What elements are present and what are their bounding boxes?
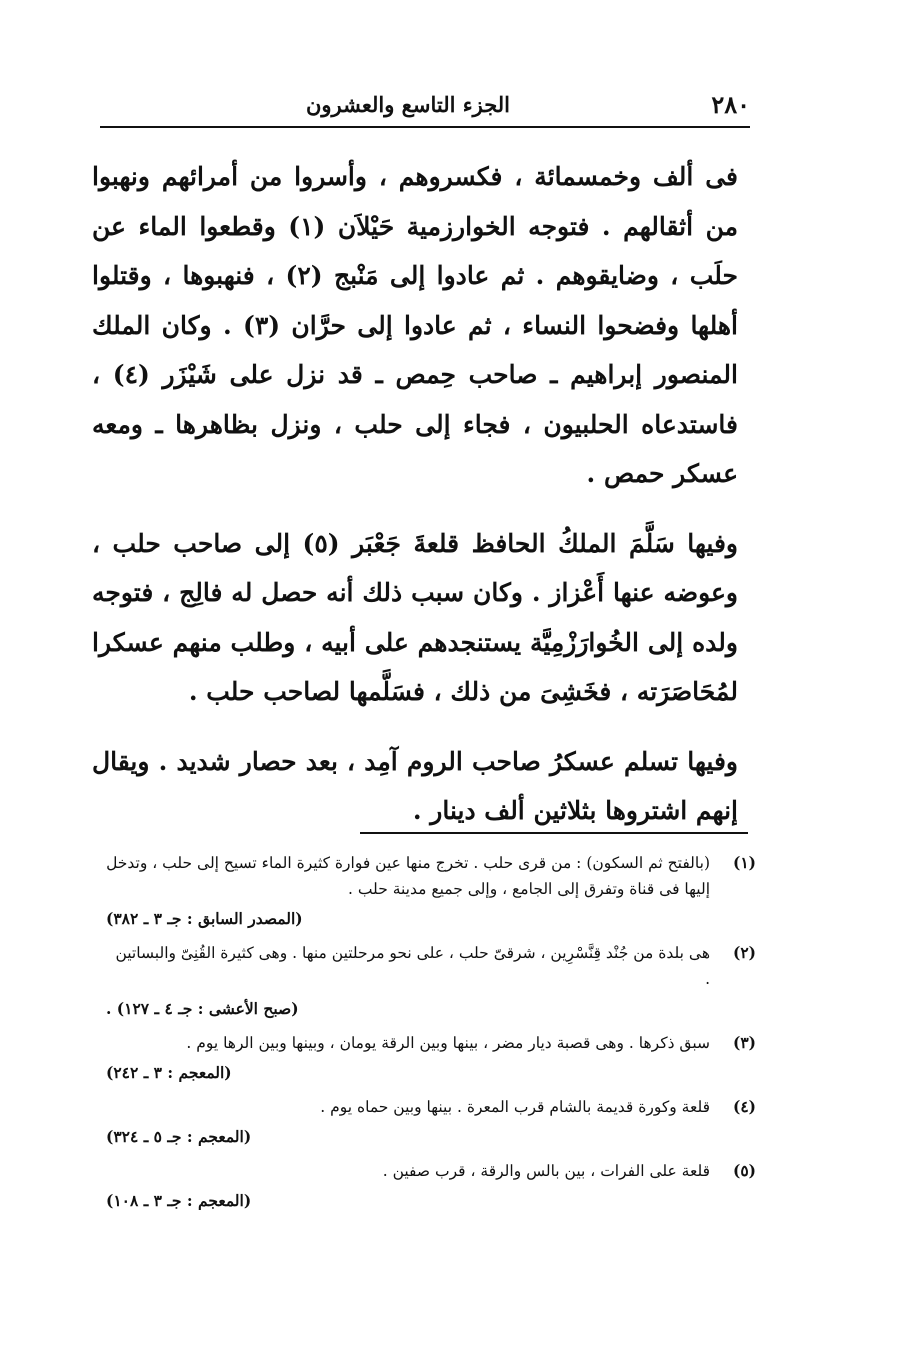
main-text: [92, 152, 738, 856]
footnote-text: هى بلدة من جُنْد قِنَّسْرِين ، شرقىّ حلب ، على نحو مرحلتين منها . وهى كثيرة القُنِىّ والبساتين .: [115, 944, 710, 988]
paragraph: فى ألف وخمسمائة ، فكسروهم ، وأسروا من أمرائهم ونهبوا من أثقالهم . فتوجه الخوارزمية حَيْلاَن (١) وقطعوا الماء عن حلَب ، وضايقوهم . ثم عادوا إلى مَنْبج (٢) ، فنهبوها ، وقتلوا أهلها وفضحوا النساء ، ثم عادوا إلى حرَّان (٣) . وكان الملك المنصور إبراهيم ـ صاحب حِمص ـ قد نزل على شَيْزَر (٤) ، فاستدعاه الحلبيون ، فجاء إلى حلب ، ونزل بظاهرها ـ ومعه عسكر حمص .: [92, 162, 738, 488]
footnote: [106, 1030, 756, 1086]
footnote-number: (٥): [732, 1161, 756, 1180]
footnote-source-text: (المعجم : ٣ ـ ٢٤٢): [106, 1063, 232, 1082]
footnote-number: (٤): [732, 1097, 756, 1116]
footnote-source: [106, 906, 710, 932]
footnotes: [106, 850, 756, 1222]
footnote: [106, 850, 756, 932]
footnote-source-text: (المصدر السابق : جـ ٣ ـ ٣٨٢): [106, 909, 303, 928]
footnote-number: (٢): [732, 943, 756, 962]
footnote-text: قلعة على الفرات ، بين بالس والرقة ، قرب صفين .: [382, 1162, 710, 1180]
footnote-source-text: (المعجم : جـ ٣ ـ ١٠٨): [106, 1191, 252, 1210]
footnote-source: [106, 996, 710, 1022]
footnote-source-text: (صبح الأعشى : جـ ٤ ـ ١٢٧) .: [106, 999, 299, 1018]
footnote-text: (بالفتح ثم السكون) : من قرى حلب . تخرج منها عين فوارة كثيرة الماء تسيح إلى حلب ، وتدخل إليها فى قناة وتفرق إلى الجامع ، وإلى جميع مدينة حلب .: [106, 854, 710, 898]
footnote-source-text: (المعجم : جـ ٥ ـ ٣٢٤): [106, 1127, 252, 1146]
footnote-source: [106, 1188, 710, 1214]
footnote-number: (١): [732, 853, 756, 872]
footnote: [106, 1158, 756, 1214]
footnote: [106, 940, 756, 1022]
footnote-text: سبق ذكرها . وهى قصبة ديار مضر ، بينها وبين الرقة يومان ، وبينها وبين الرها يوم .: [186, 1034, 710, 1052]
paragraph: وفيها سَلَّمَ الملكُ الحافظ قلعةَ جَعْبَر (٥) إلى صاحب حلب ، وعوضه عنها أَعْزاز . وكان سبب ذلك أنه حصل له فالِج ، فتوجه ولده إلى الخُوارَزْمِيَّة يستنجدهم على أبيه ، وطلب منهم عسكرا لمُحَاصَرَته ، فخَشِىَ من ذلك ، فسَلَّمها لصاحب حلب .: [92, 528, 738, 706]
footnote-separator: [360, 832, 748, 834]
running-head: الجزء التاسع والعشرون: [305, 92, 510, 117]
page-header: [100, 86, 750, 120]
page-number: ٢٨٠: [711, 90, 750, 119]
footnote-number: (٣): [732, 1033, 756, 1052]
footnote-source: [106, 1060, 710, 1086]
header-rule: [100, 126, 750, 128]
footnote-source: [106, 1124, 710, 1150]
footnote: [106, 1094, 756, 1150]
paragraph: وفيها تسلم عسكرُ صاحب الروم آمِد ، بعد حصار شديد . ويقال إنهم اشتروها بثلاثين ألف دينار .: [92, 746, 738, 825]
footnote-text: قلعة وكورة قديمة بالشام قرب المعرة . بينها وبين حماه يوم .: [320, 1098, 710, 1116]
